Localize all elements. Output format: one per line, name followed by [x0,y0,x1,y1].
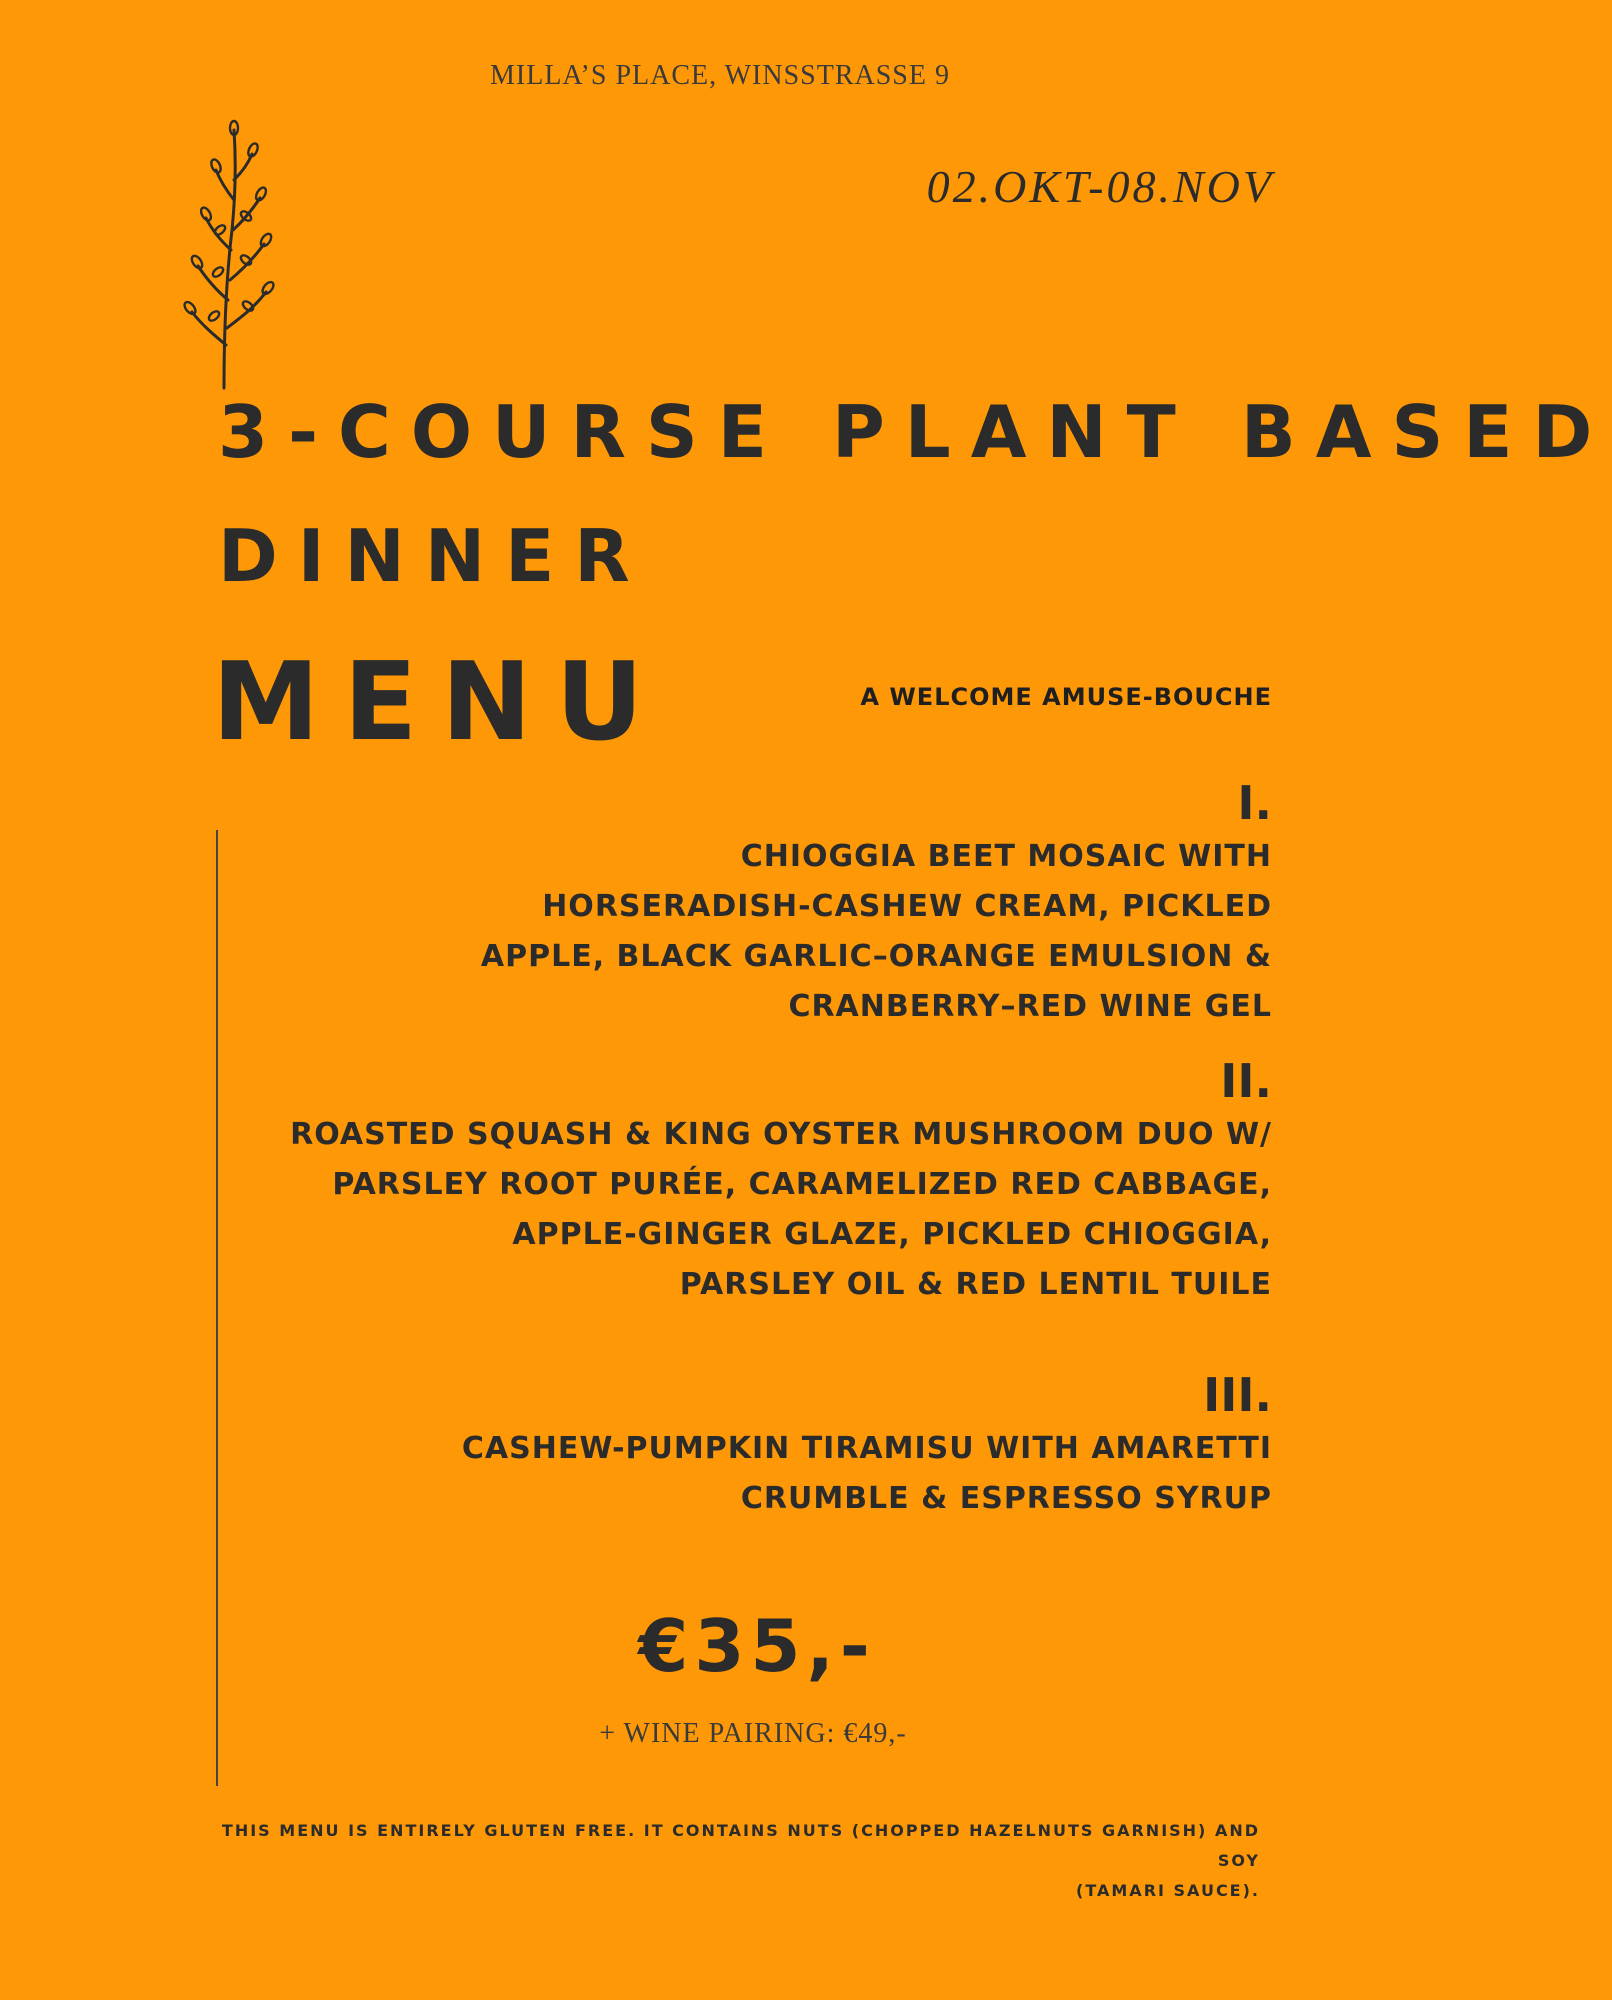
course-line: PARSLEY OIL & RED LENTIL TUILE [679,1267,1272,1302]
wine-pairing-price: + WINE PAIRING: €49,- [599,1718,907,1749]
course-line: APPLE-GINGER GLAZE, PICKLED CHIOGGIA, [512,1217,1272,1252]
course-line: APPLE, BLACK GARLIC–ORANGE EMULSION & [480,939,1272,974]
course-line: CRUMBLE & ESPRESSO SYRUP [740,1481,1272,1516]
amuse-bouche: A WELCOME AMUSE-BOUCHE [860,683,1272,711]
course-line: CHIOGGIA BEET MOSAIC WITH [740,839,1272,874]
course-line: ROASTED SQUASH & KING OYSTER MUSHROOM DUO W/ [290,1117,1272,1152]
event-dates: 02.OKT-08.NOV [926,161,1274,212]
course-line: HORSERADISH-CASHEW CREAM, PICKLED [542,889,1272,924]
allergen-note-line: (TAMARI SAUCE). [1076,1881,1260,1900]
title-line-2: DINNER [218,514,650,598]
course-numeral: III. [1203,1368,1272,1422]
venue-address: MILLA’S PLACE, WINSSTRASSE 9 [490,60,950,91]
course-line: PARSLEY ROOT PURÉE, CARAMELIZED RED CABBAGE, [332,1167,1272,1202]
course-2 [290,1054,1272,1310]
course-numeral: I. [1237,776,1272,830]
menu-price: €35,- [638,1604,876,1688]
course-description [290,1110,1272,1310]
course-3 [461,1368,1272,1524]
title-line-1: 3-COURSE PLANT BASED [218,390,1612,474]
course-1 [480,776,1272,1032]
plant-sprig-icon [180,120,300,390]
course-description [462,1424,1272,1524]
course-line: CASHEW-PUMPKIN TIRAMISU WITH AMARETTI [461,1431,1272,1466]
course-line: CRANBERRY–RED WINE GEL [788,989,1272,1024]
course-description [481,832,1272,1032]
allergen-note-line: THIS MENU IS ENTIRELY GLUTEN FREE. IT CONTAINS NUTS (CHOPPED HAZELNUTS GARNISH) AND SOY [221,1821,1260,1870]
menu-heading: MENU [212,640,668,765]
course-numeral: II. [1220,1054,1272,1108]
allergen-note [218,1816,1260,1906]
